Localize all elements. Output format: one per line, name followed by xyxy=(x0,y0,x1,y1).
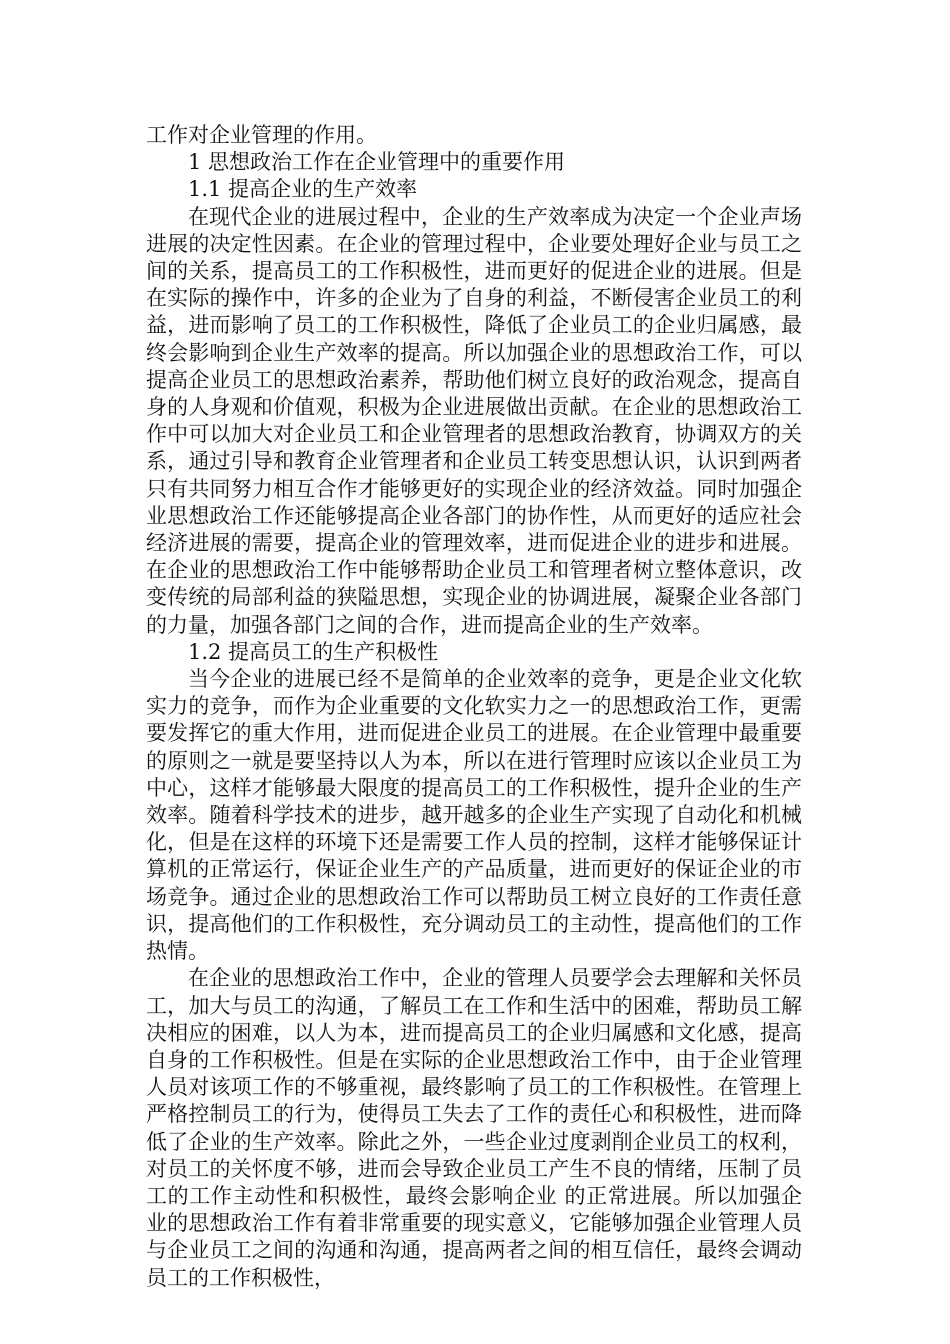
paragraph-1-2b: 在企业的思想政治工作中，企业的管理人员要学会去理解和关怀员工，加大与员工的沟通，了解员工在工作和生活中的困难，帮助员工解决相应的困难，以人为本，进而提高员工的企业归属感和文化感，提高自身的工作积极性。但是在实际的企业思想政治工作中，由于企业管理人员对该项工作的不够重视，最终影响了员工的工作积极性。在管理上严格控制员工的行为，使得员工失去了工作的责任心和积极性，进而降低了企业的生产效率。除此之外，一些企业过度剥削企业员工的权利，对员工的关怀度不够，进而会导致企业员工产生不良的情绪，压制了员工的工作主动性和积极性，最终会影响企业 的正常进展。所以加强企业的思想政治工作有着非常重要的现实意义，它能够加强企业管理人员与企业员工之间的沟通和沟通，提高两者之间的相互信任，最终会调动员工的工作积极性， xyxy=(146,966,802,1290)
paragraph-1-1: 在现代企业的进展过程中，企业的生产效率成为决定一个企业声场进展的决定性因素。在企业的管理过程中，企业要处理好企业与员工之间的关系，提高员工的工作积极性，进而更好的促进企业的进展。但是在实际的操作中，许多的企业为了自身的利益，不断侵害企业员工的利益，进而影响了员工的工作积极性，降低了企业员工的企业归属感，最终会影响到企业生产效率的提高。所以加强企业的思想政治工作，可以提高企业员工的思想政治素养，帮助他们树立良好的政治观念，提高自身的人身观和价值观，积极为企业进展做出贡献。在企业的思想政治工作中可以加大对企业员工和企业管理者的思想政治教育，协调双方的关系，通过引导和教育企业管理者和企业员工转变思想认识，认识到两者只有共同努力相互合作才能够更好的实现企业的经济效益。同时加强企业思想政治工作还能够提高企业各部门的协作性，从而更好的适应社会经济进展的需要，提高企业的管理效率，进而促进企业的进步和进展。在企业的思想政治工作中能够帮助企业员工和管理者树立整体意识，改变传统的局部利益的狭隘思想，实现企业的协调进展，凝聚企业各部门的力量，加强各部门之间的合作，进而提高企业的生产效率。 xyxy=(146,204,802,637)
section-heading: 1 思想政治工作在企业管理中的重要作用 xyxy=(188,150,566,175)
subsection-heading-1-1: 1.1 提高企业的生产效率 xyxy=(188,177,418,202)
paragraph-1-2a: 当今企业的进展已经不是简单的企业效率的竞争，更是企业文化软实力的竞争，而作为企业重要的文化软实力之一的思想政治工作，更需要发挥它的重大作用，进而促进企业员工的进展。在企业管理中最重要的原则之一就是要坚持以人为本，所以在进行管理时应该以企业员工为中心，这样才能够最大限度的提高员工的工作积极性，提升企业的生产效率。随着科学技术的进步，越开越多的企业生产实现了自动化和机械化，但是在这样的环境下还是需要工作人员的控制，这样才能够保证计算机的正常运行，保证企业生产的产品质量，进而更好的保证企业的市场竞争。通过企业的思想政治工作可以帮助员工树立良好的工作责任意识，提高他们的工作积极性，充分调动员工的主动性，提高他们的工作热情。 xyxy=(146,667,802,964)
subsection-heading-1-2: 1.2 提高员工的生产积极性 xyxy=(188,639,439,664)
continuation-text: 工作对企业管理的作用。 xyxy=(146,123,377,147)
document-page xyxy=(146,122,802,1292)
